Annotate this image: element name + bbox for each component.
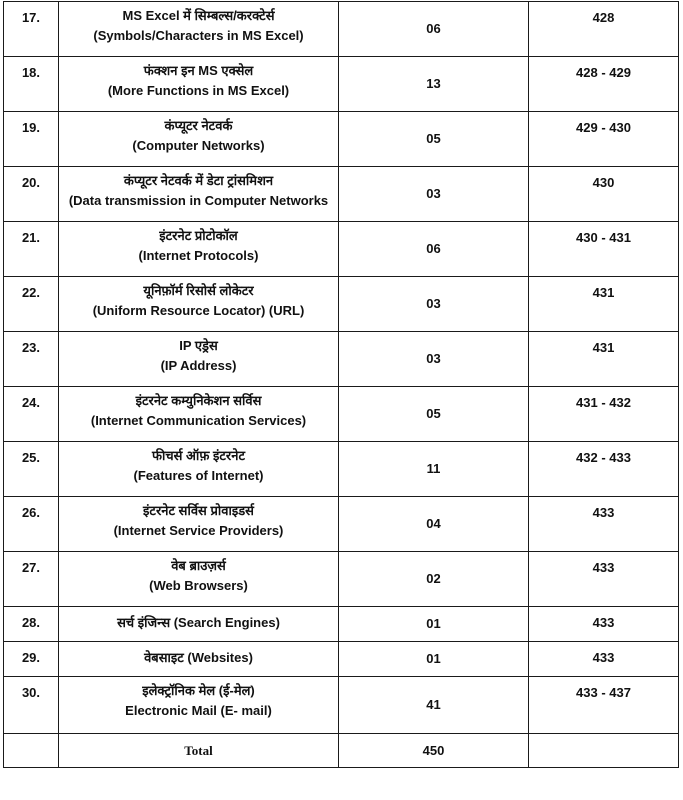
question-count: 03 [339,332,529,387]
question-count: 11 [339,442,529,497]
page-range: 433 [529,552,679,607]
topic-english: (Internet Protocols) [138,248,259,263]
topic-title [59,677,339,734]
topic-hindi: कंप्यूटर नेटवर्क [164,118,233,133]
topic-english: (Features of Internet) [133,468,264,483]
topic-hindi: फंक्शन इन MS एक्सेल [143,63,254,78]
page-range: 431 [529,332,679,387]
table-row [4,332,679,387]
topic-title [59,332,339,387]
topic-hindi: सर्च इंजिन्स (Search Engines) [117,615,280,630]
topic-title [59,57,339,112]
row-number: 22. [4,277,59,332]
row-number: 20. [4,167,59,222]
table-row [4,2,679,57]
total-label-text: Total [184,742,213,758]
table-row [4,442,679,497]
total-empty-cell [4,734,59,768]
page-range: 431 - 432 [529,387,679,442]
topic-hindi: इंटरनेट कम्युनिकेशन सर्विस [135,393,262,408]
page-range: 433 - 437 [529,677,679,734]
row-number: 30. [4,677,59,734]
table-row [4,222,679,277]
total-label [59,734,339,768]
page-range: 430 - 431 [529,222,679,277]
topic-title [59,442,339,497]
topic-english: (Uniform Resource Locator) (URL) [92,303,305,318]
table-row [4,607,679,642]
topic-english: (Computer Networks) [132,138,265,153]
question-count: 41 [339,677,529,734]
topic-title [59,2,339,57]
topic-english: (Symbols/Characters in MS Excel) [93,28,304,43]
topic-hindi: वेब ब्राउज़र्स [171,558,226,573]
page-range: 430 [529,167,679,222]
topic-title [59,497,339,552]
topics-table [3,1,679,768]
page-range: 432 - 433 [529,442,679,497]
row-number: 27. [4,552,59,607]
row-number: 21. [4,222,59,277]
table-row [4,642,679,677]
table-row [4,277,679,332]
table-row [4,677,679,734]
row-number: 25. [4,442,59,497]
topic-title [59,112,339,167]
row-number: 29. [4,642,59,677]
question-count: 03 [339,167,529,222]
page-range: 433 [529,642,679,677]
topic-hindi: IP एड्रेस [179,338,218,353]
table-row [4,167,679,222]
page-range: 428 [529,2,679,57]
page-range: 431 [529,277,679,332]
page-range: 433 [529,497,679,552]
question-count: 01 [339,607,529,642]
table-row [4,112,679,167]
topic-hindi: कंप्यूटर नेटवर्क में डेटा ट्रांसमिशन [123,173,274,188]
question-count: 06 [339,2,529,57]
total-row [4,734,679,768]
total-question-count: 450 [339,734,529,768]
row-number: 19. [4,112,59,167]
topic-english: (IP Address) [160,358,237,373]
topic-title [59,277,339,332]
topic-english: (Data transmission in Computer Networks [68,193,329,208]
topic-title [59,607,339,642]
table-row [4,387,679,442]
topic-hindi: MS Excel में सिम्बल्स/करक्टेर्स [122,8,275,23]
row-number: 18. [4,57,59,112]
row-number: 26. [4,497,59,552]
topic-english: (More Functions in MS Excel) [107,83,290,98]
question-count: 05 [339,112,529,167]
topic-title [59,552,339,607]
question-count: 05 [339,387,529,442]
row-number: 23. [4,332,59,387]
topic-english: (Internet Service Providers) [113,523,284,538]
total-pages-empty [529,734,679,768]
table-row [4,552,679,607]
table-row [4,57,679,112]
page-range: 429 - 430 [529,112,679,167]
topic-title [59,222,339,277]
topic-english: (Internet Communication Services) [90,413,307,428]
page-range: 428 - 429 [529,57,679,112]
question-count: 13 [339,57,529,112]
topic-hindi: फीचर्स ऑफ़ इंटरनेट [152,448,245,463]
topic-title [59,642,339,677]
question-count: 06 [339,222,529,277]
row-number: 28. [4,607,59,642]
row-number: 24. [4,387,59,442]
question-count: 01 [339,642,529,677]
question-count: 03 [339,277,529,332]
row-number: 17. [4,2,59,57]
topic-hindi: इंटरनेट प्रोटोकॉल [159,228,238,243]
topic-hindi: वेबसाइट (Websites) [144,650,253,665]
topic-title [59,167,339,222]
topic-hindi: यूनिफ़ॉर्म रिसोर्स लोकेटर [143,283,254,298]
question-count: 04 [339,497,529,552]
question-count: 02 [339,552,529,607]
page-range: 433 [529,607,679,642]
table-row [4,497,679,552]
topic-hindi: इलेक्ट्रॉनिक मेल (ई-मेल) [142,683,255,698]
topic-hindi: इंटरनेट सर्विस प्रोवाइडर्स [143,503,254,518]
topic-title [59,387,339,442]
topic-english: Electronic Mail (E- mail) [125,703,272,718]
topic-english: (Web Browsers) [149,578,248,593]
